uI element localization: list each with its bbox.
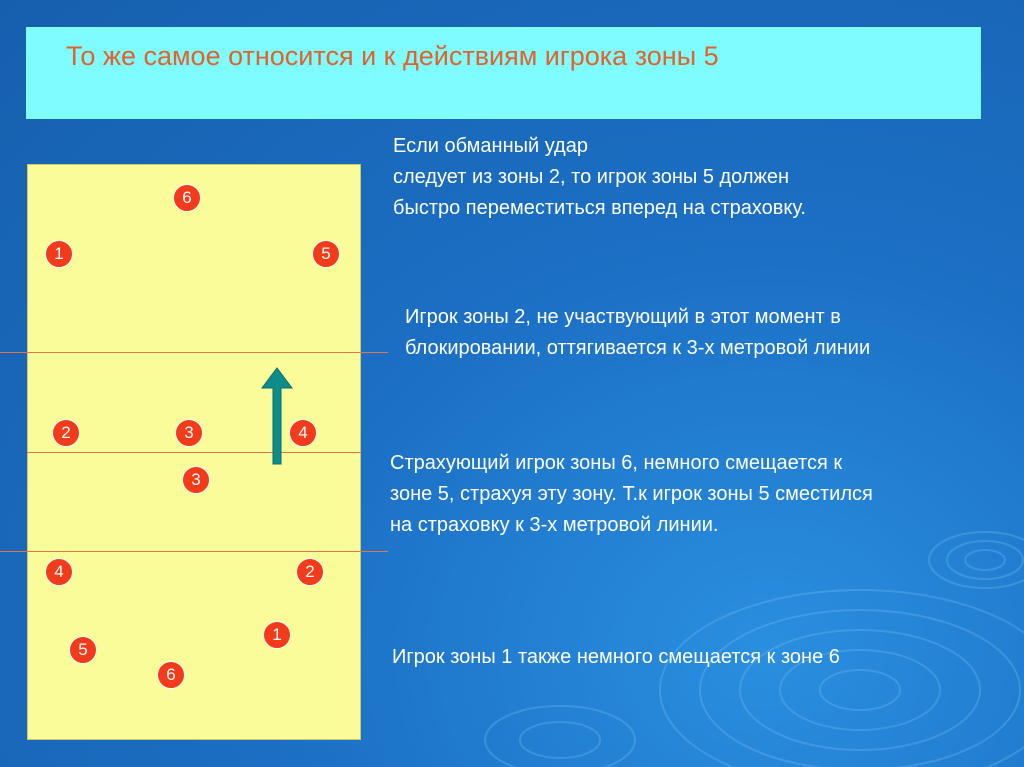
- player-zone-5-top: 5: [312, 240, 340, 268]
- note-zone6-line-1: Страхующий игрок зоны 6, немного смещается к: [390, 452, 843, 474]
- player-zone-1-top: 1: [45, 240, 73, 268]
- note-zone6-line-2: зоне 5, страхуя эту зону. Т.к игрок зоны 5 сместился: [390, 483, 873, 505]
- slide-title: То же самое относится и к действиям игрока зоны 5: [66, 41, 719, 71]
- note-feint-attack: [393, 131, 806, 224]
- note-zone-1-player: [392, 642, 840, 673]
- player-zone-3-low: 3: [182, 466, 210, 494]
- player-zone-5-bottom: 5: [69, 636, 97, 664]
- player-zone-4-bottom: 4: [45, 558, 73, 586]
- player-zone-2-mid: 2: [52, 419, 80, 447]
- note-zone1-line-1: Игрок зоны 1 также немного смещается к зоне 6: [392, 646, 840, 668]
- player-zone-6-bottom: 6: [157, 661, 185, 689]
- note-zone6-line-3: на страховку к 3-х метровой линии.: [390, 514, 719, 536]
- note-feint-line-2: следует из зоны 2, то игрок зоны 5 должен: [393, 166, 790, 188]
- note-zone-2-player: [405, 302, 870, 364]
- note-feint-line-3: быстро переместиться вперед на страховку.: [393, 197, 806, 219]
- note-feint-line-1: Если обманный удар: [393, 135, 588, 157]
- player-zone-1-bottom: 1: [263, 621, 291, 649]
- title-banner: [26, 27, 981, 119]
- note-zone2-line-1: Игрок зоны 2, не участвующий в этот момент в: [405, 306, 841, 328]
- player-zone-3-mid: 3: [175, 419, 203, 447]
- player-zone-6-top: 6: [173, 184, 201, 212]
- player-zone-2-bottom: 2: [296, 558, 324, 586]
- net-line-upper: [0, 352, 388, 353]
- center-net-line: [27, 452, 361, 453]
- up-arrow-icon: [260, 366, 294, 466]
- player-zone-4-mid: 4: [289, 419, 317, 447]
- note-zone2-line-2: блокировании, оттягивается к 3-х метровой линии: [405, 337, 871, 359]
- note-zone-6-player: [390, 448, 873, 541]
- attack-line-lower: [0, 551, 388, 552]
